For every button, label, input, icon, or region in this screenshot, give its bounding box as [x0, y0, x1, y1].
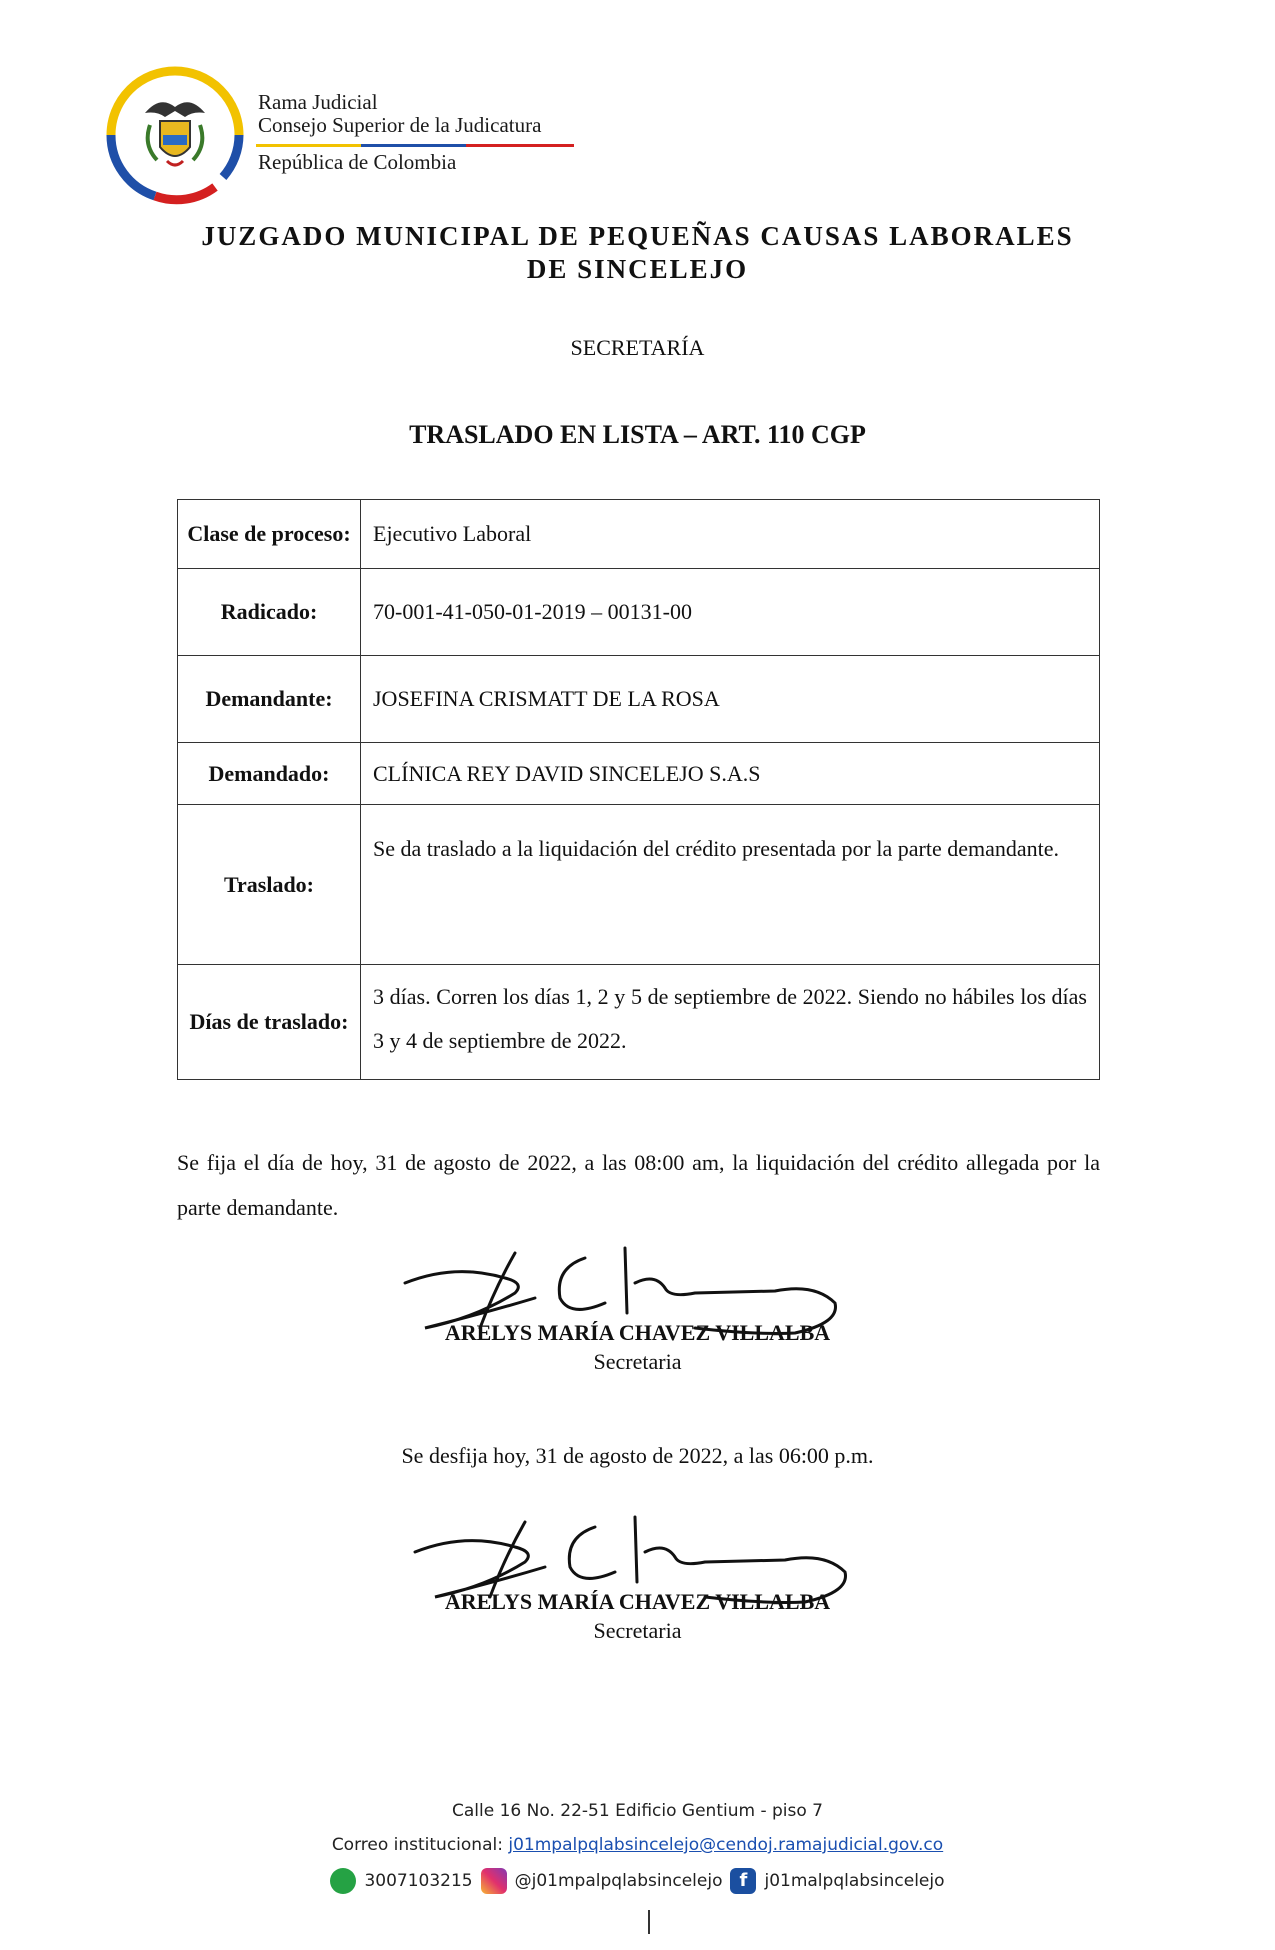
label-dias-traslado: Días de traslado:	[178, 965, 361, 1080]
label-demandado: Demandado:	[178, 743, 361, 805]
table-row	[178, 500, 1100, 569]
logo-tricolor-rule	[256, 144, 574, 147]
value-demandado: CLÍNICA REY DAVID SINCELEJO S.A.S	[361, 743, 1100, 805]
label-traslado: Traslado:	[178, 805, 361, 965]
court-title-line1: JUZGADO MUNICIPAL DE PEQUEÑAS CAUSAS LABORALES	[201, 221, 1074, 251]
whatsapp-number: 3007103215	[364, 1871, 473, 1891]
facebook-icon: f	[730, 1868, 756, 1894]
signer-name: ARELYS MARÍA CHAVEZ VILLALBA	[444, 1320, 831, 1345]
table-row	[178, 569, 1100, 656]
fija-paragraph: Se fija el día de hoy, 31 de agosto de 2022, a las 08:00 am, la liquidación del crédito allegada por la parte demandante.	[177, 1150, 1100, 1220]
email-link[interactable]: j01mpalpqlabsincelejo@cendoj.ramajudicial.gov.co	[508, 1835, 944, 1855]
label-clase-proceso: Clase de proceso:	[178, 500, 361, 569]
facebook-handle: j01malpqlabsincelejo	[764, 1871, 945, 1891]
document-title: TRASLADO EN LISTA – ART. 110 CGP	[409, 420, 866, 449]
label-demandante: Demandante:	[178, 656, 361, 743]
logo-text-republica: República de Colombia	[258, 150, 457, 174]
desfija-paragraph: Se desfija hoy, 31 de agosto de 2022, a las 06:00 p.m.	[401, 1443, 874, 1468]
table-row	[178, 743, 1100, 805]
value-dias-traslado: 3 días. Corren los días 1, 2 y 5 de septiembre de 2022. Siendo no hábiles los días 3 y 4 de septiembre de 2022.	[361, 965, 1100, 1080]
logo-text-consejo: Consejo Superior de la Judicatura	[258, 113, 542, 137]
value-clase-proceso: Ejecutivo Laboral	[361, 500, 1100, 569]
section-heading: SECRETARÍA	[570, 335, 705, 360]
table-row	[178, 965, 1100, 1080]
table-row	[178, 656, 1100, 743]
text-cursor	[648, 1910, 650, 1934]
traslado-table	[177, 499, 1100, 1080]
signer-role: Secretaria	[593, 1618, 682, 1643]
footer-email-line	[0, 1835, 1275, 1855]
logo-text-rama: Rama Judicial	[258, 90, 378, 114]
footer-address: Calle 16 No. 22-51 Edificio Gentium - piso 7	[452, 1801, 823, 1821]
signer-role: Secretaria	[593, 1349, 682, 1374]
instagram-handle: @j01mpalpqlabsincelejo	[514, 1871, 723, 1891]
footer-social-line	[0, 1868, 1275, 1894]
instagram-icon	[481, 1868, 507, 1894]
court-title-line2: DE SINCELEJO	[526, 254, 749, 284]
signer-name: ARELYS MARÍA CHAVEZ VILLALBA	[444, 1589, 831, 1614]
table-row	[178, 805, 1100, 965]
value-traslado: Se da traslado a la liquidación del crédito presentada por la parte demandante.	[361, 805, 1100, 965]
whatsapp-icon	[330, 1868, 356, 1894]
label-radicado: Radicado:	[178, 569, 361, 656]
rama-judicial-logo	[105, 65, 245, 205]
value-radicado: 70-001-41-050-01-2019 – 00131-00	[361, 569, 1100, 656]
court-title	[150, 220, 1125, 286]
email-label: Correo institucional:	[331, 1835, 503, 1855]
value-demandante: JOSEFINA CRISMATT DE LA ROSA	[361, 656, 1100, 743]
